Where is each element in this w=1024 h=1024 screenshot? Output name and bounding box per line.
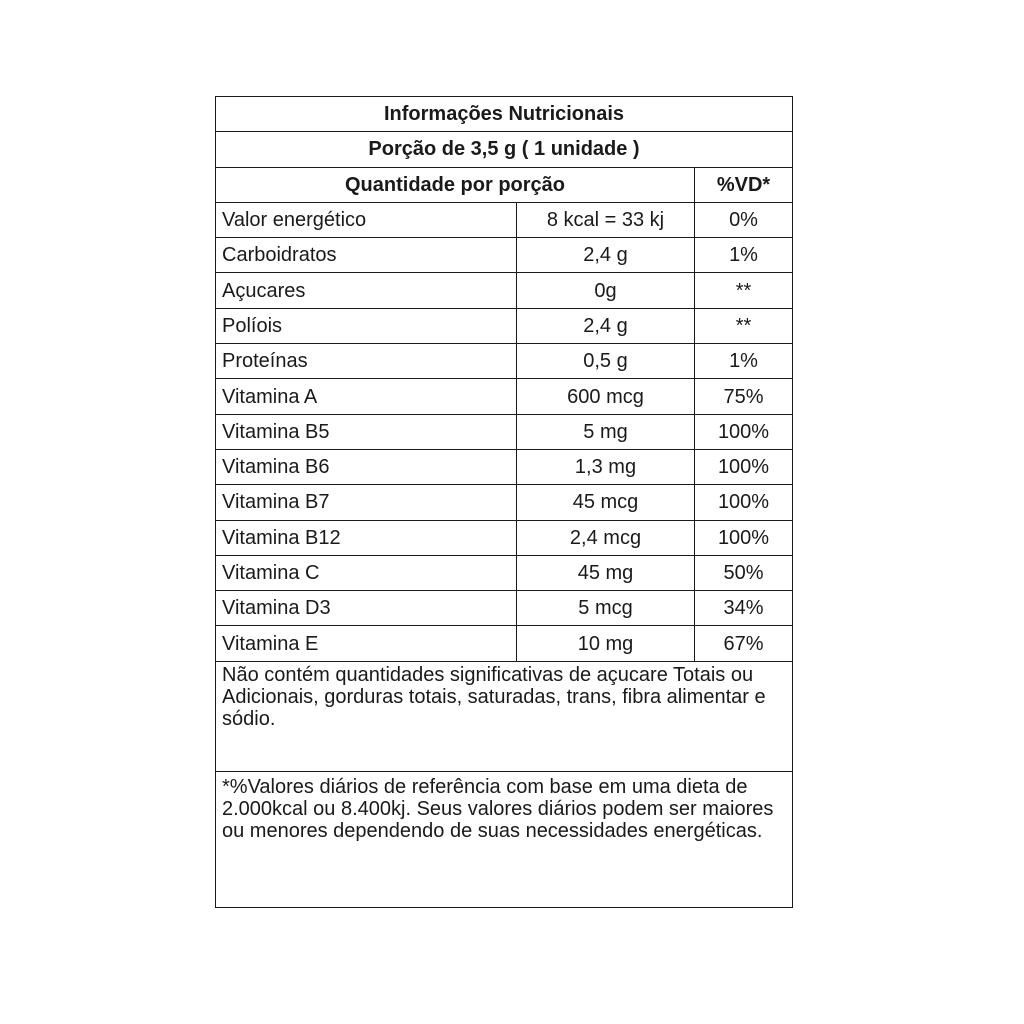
- nutrient-name: Vitamina B6: [216, 449, 517, 484]
- nutrient-vd: **: [695, 273, 793, 308]
- nutrient-name: Vitamina A: [216, 379, 517, 414]
- nutrient-amount: 1,3 mg: [517, 449, 695, 484]
- portion-row: [216, 132, 793, 167]
- column-header-row: [216, 167, 793, 202]
- nutrient-amount: 45 mg: [517, 555, 695, 590]
- table-row: [216, 591, 793, 626]
- nutrient-vd: 100%: [695, 520, 793, 555]
- portion-size: Porção de 3,5 g ( 1 unidade ): [216, 132, 793, 167]
- nutrient-name: Vitamina E: [216, 626, 517, 661]
- nutrient-name: Vitamina B5: [216, 414, 517, 449]
- nutrient-amount: 45 mcg: [517, 485, 695, 520]
- table-row: [216, 273, 793, 308]
- nutrient-amount: 2,4 mcg: [517, 520, 695, 555]
- table-title: Informações Nutricionais: [216, 97, 793, 132]
- note-row: [216, 771, 793, 907]
- nutrient-name: Proteínas: [216, 344, 517, 379]
- nutrient-vd: 100%: [695, 449, 793, 484]
- nutrient-name: Carboidratos: [216, 238, 517, 273]
- table-row: [216, 379, 793, 414]
- table-row: [216, 414, 793, 449]
- nutrient-vd: 0%: [695, 202, 793, 237]
- table-row: [216, 344, 793, 379]
- nutrient-name: Políois: [216, 308, 517, 343]
- table-row: [216, 626, 793, 661]
- nutrient-vd: 67%: [695, 626, 793, 661]
- nutrient-name: Vitamina D3: [216, 591, 517, 626]
- note-row: [216, 661, 793, 771]
- nutrient-vd: 75%: [695, 379, 793, 414]
- table-row: [216, 555, 793, 590]
- nutrient-amount: 2,4 g: [517, 308, 695, 343]
- header-vd: %VD*: [695, 167, 793, 202]
- nutrient-name: Açucares: [216, 273, 517, 308]
- header-quantity: Quantidade por porção: [216, 167, 695, 202]
- nutrient-amount: 5 mcg: [517, 591, 695, 626]
- nutrient-vd: 100%: [695, 485, 793, 520]
- nutrient-amount: 0g: [517, 273, 695, 308]
- nutrient-vd: 34%: [695, 591, 793, 626]
- nutrient-amount: 2,4 g: [517, 238, 695, 273]
- nutrient-amount: 10 mg: [517, 626, 695, 661]
- table-row: [216, 520, 793, 555]
- nutrient-vd: **: [695, 308, 793, 343]
- not-significant-note: Não contém quantidades significativas de açucare Totais ou Adicionais, gorduras totais, saturadas, trans, fibra alimentar e sódio.: [216, 661, 793, 771]
- nutrient-vd: 50%: [695, 555, 793, 590]
- nutrient-name: Vitamina B12: [216, 520, 517, 555]
- nutrient-vd: 100%: [695, 414, 793, 449]
- table-row: [216, 449, 793, 484]
- nutrient-amount: 5 mg: [517, 414, 695, 449]
- nutrient-amount: 0,5 g: [517, 344, 695, 379]
- nutrient-name: Vitamina C: [216, 555, 517, 590]
- nutrient-name: Vitamina B7: [216, 485, 517, 520]
- table-row: [216, 238, 793, 273]
- nutrient-name: Valor energético: [216, 202, 517, 237]
- table-row: [216, 202, 793, 237]
- nutrient-amount: 600 mcg: [517, 379, 695, 414]
- nutrient-vd: 1%: [695, 344, 793, 379]
- table-row: [216, 485, 793, 520]
- title-row: [216, 97, 793, 132]
- nutrient-amount: 8 kcal = 33 kj: [517, 202, 695, 237]
- table-row: [216, 308, 793, 343]
- nutrient-vd: 1%: [695, 238, 793, 273]
- daily-values-note: *%Valores diários de referência com base em uma dieta de 2.000kcal ou 8.400kj. Seus valores diários podem ser maiores ou menores dependendo de suas necessidades energéticas.: [216, 771, 793, 907]
- nutrition-facts-table: [215, 96, 793, 908]
